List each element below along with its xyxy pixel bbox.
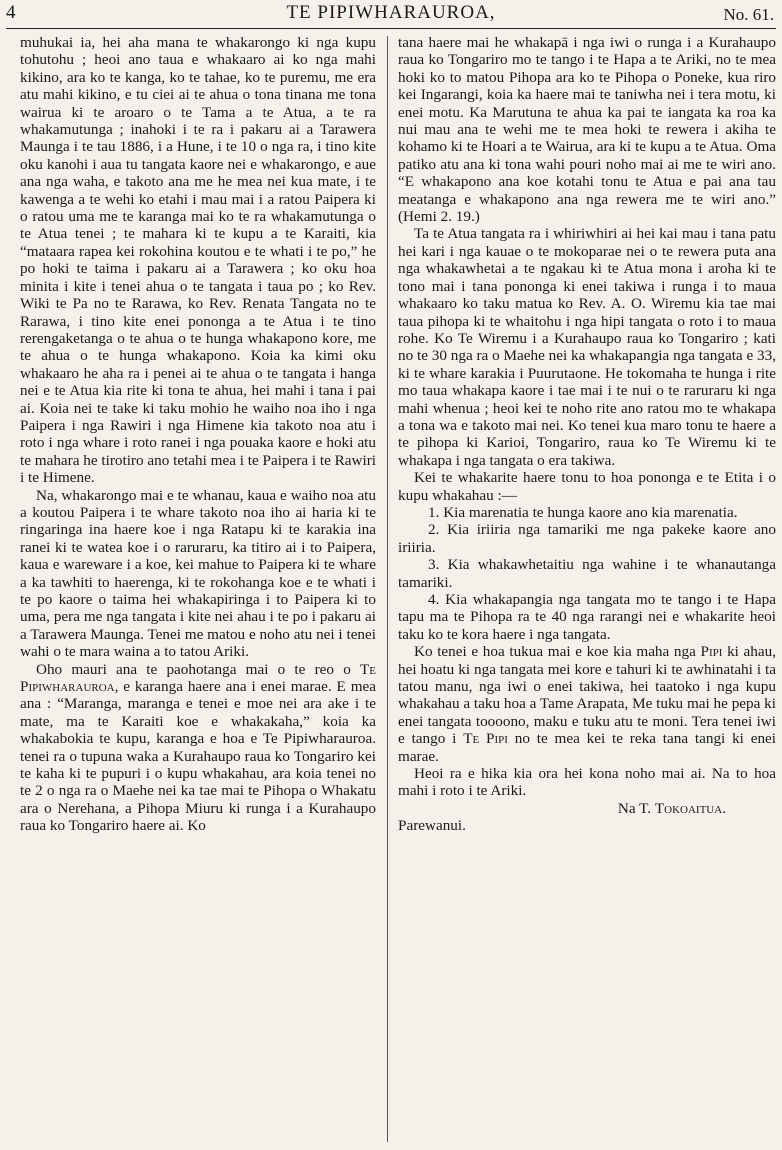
signature bbox=[398, 800, 776, 817]
newspaper-name: Te Pipiwharauroa bbox=[20, 660, 376, 696]
right-paragraph-4-b: ki ahau, hei hoatu ki nga tangata mei kore e tahuri ki te awhinatahi i ta tatou manu, nga iwi o enei takiwa, hei taatoko i nga kupu whakahau a taku hoa a Tame Arapata, Me tuku mai he pepa ki enei tangata toooono, maku e tuku atu te moni. Tera tenei iwi e tango i bbox=[398, 643, 776, 748]
left-paragraph-3 bbox=[20, 661, 376, 835]
right-column bbox=[398, 34, 776, 1144]
right-paragraph-4 bbox=[398, 643, 776, 765]
right-paragraph-4-c: no te mea kei te reka tana tangi ki enei marae. bbox=[398, 730, 776, 765]
right-paragraph-4-a: Ko tenei e hoa tukua mai e koe kia maha nga bbox=[414, 643, 696, 661]
right-paragraph-5: Heoi ra e hika kia ora hei kona noho mai ai. Na to hoa mahi i roto i te Ariki. bbox=[398, 765, 776, 800]
right-paragraph-3: Kei te whakarite haere tonu to hoa pononga e te Etita i o kupu whakahau :— bbox=[398, 469, 776, 504]
right-paragraph-1: tana haere mai he whakapā i nga iwi o runga i a Kurahaupo raua ko Tongariro mo te tango i te Hapa a te Ariki, no te mea hoki ko to matou Pihopa ara ko te Pihopa o Poneke, kua riro kei Ingarangi, koia ka haere mai te taniwha nei i tera motu, ki enei motu. Ka Marutuna te ahua ka pai te iangata ka roa ka nui mau ana te wehi me te mea hoki te rewera i akiha te kohamo ki te Hoari a te Wairua, ara ki te kupu a te Atua. Oma patiko atu ana ki tona wahi pouri noho mai ai me te wiri ano. “E whakapono ana koe kotahi tonu te Atua e pai ana tau meatanga e whakapono ana nga rewera me te wiri ano.” (Hemi 2. 19.) bbox=[398, 34, 776, 226]
place-name: Parewanui. bbox=[398, 817, 466, 835]
left-paragraph-3-prefix: Oho mauri ana te paohotanga mai o te reo o bbox=[36, 660, 351, 678]
list-item-3: 3. Kia whakawhetaitiu nga wahine i te whanautanga tamariki. bbox=[398, 556, 776, 591]
left-paragraph-1: muhukai ia, hei aha mana te whakarongo ki nga kupu tohutohu ; heoi ano taua e whakaaro ai ko nga mahi kikino, ara ko te kanga, ko te tahae, ko te puremu, me era atu mahi kikino, e tu ciei ai te ahua o tona tinana me tona wairua ki te aroaro o te Tama a te Atua, a te ra whakamutunga ; inahoki i te ra i pakaru ai a Tarawera Maunga i te tau 1886, i a Hune, i te 10 o nga ra, i tino kite oku kanohi i aua tu tangata kaore nei e whakarongo, e aue ana nga waha, e takoto ana me he mea nei kua mate, i te kawenga a te wehi ko etahi i mau mai i a ratou Paipera ki o ratou uma me te karanga mai ko te ra whakamutunga o te Atua tenei ; te mahara ki te kupu a te Karaiti, kia “mataara rapea kei rokohina koutou e te whati i te po,” he po hoki te taima i pakaru ai a Tarawera ; ko oku hoa minita i kite i tenei ahua o te tangata i taua po ; ko Rev. Wiki te Pa no te Rarawa, ko Rev. Renata Tangata no te Rarawa, i tino kite enei pononga a te Atua i te tino rerengaketanga o te ahua o te hunga whakapono kore, me te ahua o te hunga whakapono. Koia ka kimi oku whakaaro he aha ra i penei ai te ahua o te tangata i hanga nei e te Atua kia rite ki tona te ahua, hei mahi i tana i pai ai. Koia nei te take ki taku mohio he waiho noa iho i nga Paipera i nga Rawiri i nga Himene kia takoto noa atu i roto i nga whare i roto ranei i nga pouaka kaore e hoki atu te mahara he tirotiro ano tetahi mea i te Paipera i te Rawiri i te Himene. bbox=[20, 34, 376, 487]
list-item-2: 2. Kia iriiria nga tamariki me nga pakeke kaore ano iriiria. bbox=[398, 521, 776, 556]
issue-number: No. 61. bbox=[723, 5, 774, 24]
left-paragraph-2: Na, whakarongo mai e te whanau, kaua e waiho noa atu a koutou Paipera i te whare takoto noa iho ai haria ki te ringaringa ina haere koe i nga Ratapu ki te karakia ina ranei ki te wateа koe i o raruraru, ka titiro ai i to Paipera, kaua e wareware i a koe, kei mahue to Paipera ki te whare a ka tawhiti to haerenga, ki te rokohanga koe e te whati i te po kaore o taima hei whakapiringa i to Paipera ki to uma, pera me nga tangata i kite nei ahau i te po i pakaru ai a Tarawera Maunga. Tenei me matou e noho atu nei i tenei wahi o te mara waina a to tatou Ariki. bbox=[20, 486, 376, 661]
page-number: 4 bbox=[6, 2, 16, 23]
left-column bbox=[20, 34, 376, 1144]
column-divider bbox=[387, 36, 388, 1142]
pipi-name-1: Pipi bbox=[700, 643, 723, 661]
signature-prefix: Na T. bbox=[617, 799, 652, 817]
page-title: TE PIPIWHARAUROA, bbox=[286, 2, 496, 23]
pipi-name-2: Te Pipi bbox=[463, 730, 508, 748]
page-header bbox=[6, 2, 776, 29]
list-item-1: 1. Kia marenatia te hunga kaore ano kia marenatia. bbox=[428, 503, 738, 521]
signature-name: Tokoaitua. bbox=[654, 799, 726, 817]
right-paragraph-2: Ta te Atua tangata ra i whiriwhiri ai hei kai mau i tana patu hei kari i nga kauae o te mokoparae nei o te rewera puta ana nga whakawhetai a te ngakau ki te Atua mona i aroha ki te tono mai i tana pononga ki enei takiwa i runga i to maua whakaaro ko taku matua ko Rev. A. O. Wiremu kia tae mai taua pihopa ki te whaitohu i nga hipi tangata o roto i to maua rohe. Ko Te Wiremu i a Kurahaupo raua ko Tongariro ; kati no te 30 nga ra o Maehe nei ka whakapangia nga tangata e 33, ki te whare karakia i Puurutaone. He tokomaha te hunga i rite mo taua whakapa kaore i tae mai i te nui o te raruraru ki nga mahi whenua ; heoi kei te noho rite ano ratou mo te whakapa a tona wa e takoto mai nei. Ko tenei kua maro tonu te haere a te pihopa ki Karioi, Tongariro, raua ko Te Wiremu ki te whakapa i nga tangata o era takiwa. bbox=[398, 225, 776, 469]
list-item-4: 4. Kia whakapangia nga tangata mo te tango i te Hapa tapu ma te Pihopa ra te 40 nga rarangi nei e whakarite heoi taku ko te kora haere i nga tangata. bbox=[398, 591, 776, 643]
left-paragraph-3-body: , e karanga haere ana i enei marae. E mea ana : “Maranga, maranga e tenei e moe nei ara ake i te mate, ma te Karaiti koe e whakakaha,” koia ka whakabokia te kupu, karanga e hoa e Te Pipiwharauroa. tenei ra o tupuna waka a Kurahaupo raua ko Tongariro kei te kaha ki te pupuri i o kupu whakahau, ara koia tenei no te 2 o nga ra o Maehe nei ka tae mai te Pihopa o Whakatu ara o Nerehana, a Pihopa Miuru ki runga i a Kurahaupo raua ko Tongariro haere ai. Ko bbox=[20, 678, 376, 835]
